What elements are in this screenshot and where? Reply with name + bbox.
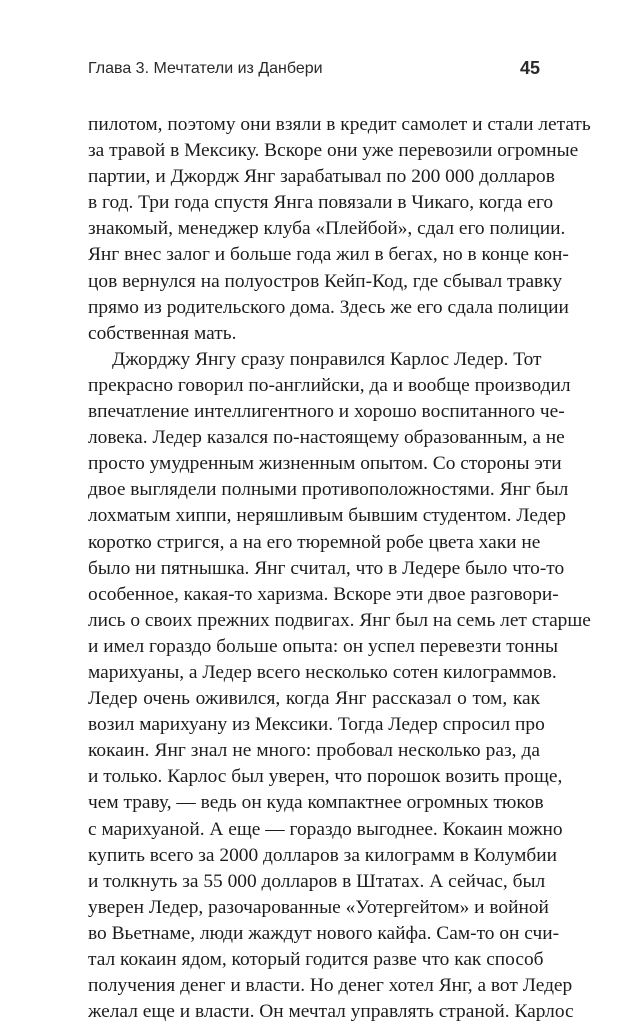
text-line: и имел гораздо больше опыта: он успел перевезти тонны (88, 635, 559, 657)
text-line: тал кокаин ядом, который годится разве что как способ (88, 949, 544, 970)
text-line: чем траву, — ведь он куда компактнее огромных тюков (88, 792, 544, 814)
text-line: желал еще и власти. Он мечтал управлять страной. Карлос (88, 1001, 574, 1023)
text-line: партии, и Джордж Янг зарабатывал по 200 000 долларов (88, 166, 555, 188)
text-line: лись о своих прежних подвигах. Янг был на семь лет старше (88, 609, 591, 631)
text-line: марихуаны, а Ледер всего несколько сотен килограммов. (88, 661, 557, 683)
text-line: Ледер очень оживился, когда Янг рассказал о том, как (88, 688, 540, 710)
text-line: впечатление интеллигентного и хорошо воспитанного че- (88, 401, 565, 423)
text-line: коротко стригся, а на его тюремной робе цвета хаки не (88, 531, 541, 553)
text-line: получения денег и власти. Но денег хотел Янг, а вот Ледер (88, 975, 573, 997)
text-line: особенное, какая-то харизма. Вскоре эти двое разговори- (88, 583, 559, 605)
body-text (88, 112, 591, 1025)
text-line: цов вернулся на полуостров Кейп-Код, где сбывал травку (88, 270, 563, 292)
paragraph-first-line: Джорджу Янгу сразу понравился Карлос Ледер. Тот (112, 348, 542, 370)
text-line: и толкнуть за 55 000 долларов в Штатах. А сейчас, был (88, 870, 546, 892)
paragraph-last-line: собственная мать. (88, 322, 237, 344)
text-line: во Вьетнаме, люди жаждут нового кайфа. Сам-то он счи- (88, 922, 560, 944)
text-line: в год. Три года спустя Янга повязали в Чикаго, когда его (88, 192, 554, 214)
text-line: с марихуаной. А еще — гораздо выгоднее. Кокаин можно (88, 818, 563, 840)
text-line: знакомый, менеджер клуба «Плейбой», сдал его полиции. (88, 218, 566, 240)
text-line: пилотом, поэтому они взяли в кредит самолет и стали летать (88, 114, 591, 135)
page-number: 45 (519, 58, 540, 78)
chapter-title: Глава 3. Мечтатели из Данбери (88, 60, 323, 77)
text-line: за травой в Мексику. Вскоре они уже перевозили огромные (88, 140, 579, 162)
text-line: кокаин. Янг знал не много: пробовал несколько раз, да (88, 740, 540, 762)
text-line: прекрасно говорил по-английски, да и вообще производил (88, 374, 571, 396)
text-line: лохматым хиппи, неряшливым бывшим студентом. Ледер (88, 505, 566, 527)
running-header (88, 52, 540, 88)
text-line: было ни пятнышка. Янг считал, что в Ледере было что-то (88, 557, 565, 579)
text-line: просто умудренным жизненным опытом. Со стороны эти (88, 453, 562, 475)
text-line: возил марихуану из Мексики. Тогда Ледер спросил про (88, 714, 545, 736)
text-line: уверен Ледер, разочарованные «Уотергейтом» и войной (88, 896, 549, 918)
text-line: прямо из родительского дома. Здесь же его сдала полиции (88, 296, 569, 318)
text-line: ловека. Ледер казался по-настоящему образованным, а не (88, 427, 565, 449)
text-line: Янг внес залог и больше года жил в бегах, но в конце кон- (88, 244, 569, 266)
text-line: купить всего за 2000 долларов за килограмм в Колумбии (88, 844, 558, 866)
text-line: двое выглядели полными противоположностями. Янг был (88, 479, 569, 501)
text-line: и только. Карлос был уверен, что порошок возить проще, (88, 766, 563, 788)
